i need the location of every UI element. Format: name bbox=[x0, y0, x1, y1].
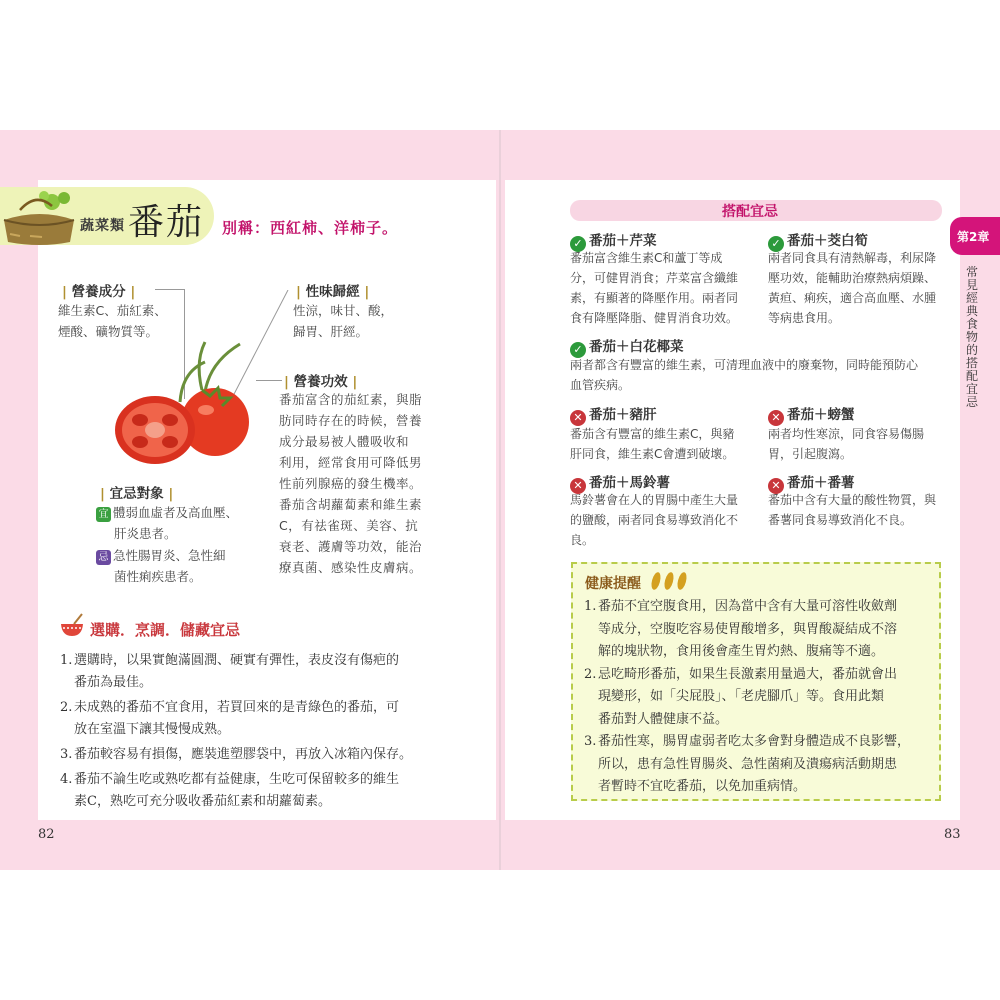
pairing-bad-sweet-potato-desc: 番茄中含有大量的酸性物質，與 番薯同食易導致消化不良。 bbox=[768, 493, 937, 527]
pairing-good-celery: ✓ 番茄＋芹菜 bbox=[570, 229, 657, 252]
pairing-good-celery-desc: 番茄富含維生素C和蘆丁等成 分，可健胃消食；芹菜富含纖維 素，有顯著的降壓作用。兩者同 食有降壓降脂、健胃消食功效。 bbox=[570, 251, 739, 325]
pot-plant-illustration bbox=[0, 190, 80, 246]
health-item: 2. 忌吃畸形番茄，如果生長激素用量過大，番茄就會出 現變形，如「尖屁股」、「老虎腳爪」等。食用此類 番茄對人體健康不益。 bbox=[584, 666, 898, 727]
buying-item: 1. 選購時，以果實飽滿圓潤、硬實有彈性，表皮沒有傷疤的 番茄為最佳。 bbox=[60, 653, 400, 690]
health-list bbox=[584, 596, 934, 799]
cross-icon: ✕ bbox=[768, 410, 784, 426]
buying-list bbox=[60, 650, 480, 813]
nature-text: 性涼，味甘、酸， 歸胃、肝經。 bbox=[293, 303, 394, 339]
category-label: 蔬菜類 bbox=[80, 218, 125, 234]
health-item: 3. 番茄性寒，腸胃虛弱者吃太多會對身體造成不良影響， 所以，患有急性胃腸炎、急性菌痢及潰瘍病活動期患 者暫時不宜吃番茄，以免加重病情。 bbox=[584, 734, 911, 794]
chapter-title-vertical: 常見經典食物的搭配宜忌 bbox=[966, 265, 979, 409]
cross-icon: ✕ bbox=[768, 478, 784, 494]
book-gutter bbox=[499, 130, 501, 870]
nature-heading: | 性味歸經 | bbox=[296, 284, 370, 300]
page-number-right: 83 bbox=[944, 827, 961, 842]
buying-item: 2. 未成熟的番茄不宜食用，若買回來的是青綠色的番茄，可 放在室溫下讓其慢慢成熟。 bbox=[60, 700, 400, 737]
alias-text: 別稱：西紅柿、洋柿子。 bbox=[222, 219, 399, 237]
avoid-people: 忌 急性腸胃炎、急性細 菌性痢疾患者。 bbox=[96, 545, 226, 587]
pairing-bad-sweet-potato: ✕ 番茄＋番薯 bbox=[768, 471, 855, 494]
buying-heading: 選購．烹調．儲藏宜忌 bbox=[90, 621, 241, 639]
benefits-leader-line bbox=[256, 380, 282, 381]
check-icon: ✓ bbox=[570, 236, 586, 252]
cross-icon: ✕ bbox=[570, 478, 586, 494]
buying-item: 4. 番茄不論生吃或熟吃都有益健康，生吃可保留較多的維生 素C，熟吃可充分吸收番茄紅素和胡蘿蔔素。 bbox=[60, 772, 400, 809]
pairing-good-water-bamboo: ✓ 番茄＋茭白筍 bbox=[768, 229, 868, 252]
targets-heading: | 宜忌對象 | bbox=[100, 486, 174, 502]
suitable-badge: 宜 bbox=[96, 507, 111, 522]
pairing-good-cauliflower: ✓ 番茄＋白花椰菜 bbox=[570, 335, 684, 358]
buying-item: 3. 番茄較容易有損傷，應裝進塑膠袋中，再放入冰箱內保存。 bbox=[60, 747, 413, 762]
avoid-badge: 忌 bbox=[96, 550, 111, 565]
health-heading: 健康提醒 bbox=[585, 576, 641, 592]
nutrients-heading: | 營養成分 | bbox=[62, 284, 136, 300]
grain-icon bbox=[648, 570, 690, 592]
check-icon: ✓ bbox=[570, 342, 586, 358]
pairing-bad-potato-desc: 馬鈴薯會在人的胃腸中產生大量 的鹽酸，兩者同食易導致消化不 良。 bbox=[570, 493, 739, 547]
page-number-left: 82 bbox=[38, 827, 55, 842]
benefits-heading: | 營養功效 | bbox=[284, 374, 358, 390]
page-title: 番茄 bbox=[128, 202, 205, 243]
tomato-illustration bbox=[110, 332, 260, 472]
cross-icon: ✕ bbox=[570, 410, 586, 426]
benefits-text: 番茄富含的茄紅素，與脂 肪同時存在的時候，營養 成分最易被人體吸收和 利用，經常食用可降低男 性前列腺癌的發生機率。 番茄含胡蘿蔔素和維生素 C，有祛雀斑、美容、抗 衰老、護膚等功效，能治 療真菌、感染性皮膚病。 bbox=[279, 392, 423, 575]
bowl-icon bbox=[58, 612, 86, 638]
pairing-bad-pork-liver: ✕ 番茄＋豬肝 bbox=[570, 403, 657, 426]
nutrients-text: 維生素C、茄紅素、 煙酸、礦物質等。 bbox=[58, 303, 167, 339]
chapter-label: 第2章 bbox=[957, 230, 990, 244]
suitable-people: 宜 體弱血虛者及高血壓、 肝炎患者。 bbox=[96, 502, 238, 544]
nutrients-leader-line bbox=[155, 289, 185, 290]
pairing-good-water-bamboo-desc: 兩者同食具有清熱解毒，利尿降 壓功效，能輔助治療熱病煩躁、 黃疸、痢疾，適合高血壓、水腫 等病患食用。 bbox=[768, 251, 937, 325]
pairing-good-cauliflower-desc: 兩者都含有豐富的維生素，可清理血液中的廢棄物，同時能預防心 血管疾病。 bbox=[570, 358, 919, 392]
pairing-bad-crab-desc: 兩者均性寒涼，同食容易傷腸 胃，引起腹瀉。 bbox=[768, 427, 925, 461]
health-item: 1. 番茄不宜空腹食用，因為當中含有大量可溶性收斂劑 等成分，空腹吃容易使胃酸增多，與胃酸凝結成不溶 解的塊狀物，食用後會產生胃灼熱、腹痛等不適。 bbox=[584, 599, 898, 659]
pairing-bad-potato: ✕ 番茄＋馬鈴薯 bbox=[570, 471, 670, 494]
pairing-bad-crab: ✕ 番茄＋螃蟹 bbox=[768, 403, 855, 426]
pairing-bad-pork-liver-desc: 番茄含有豐富的維生素C，與豬 肝同食，維生素C會遭到破壞。 bbox=[570, 427, 735, 461]
check-icon: ✓ bbox=[768, 236, 784, 252]
pairing-heading: 搭配宜忌 bbox=[722, 204, 778, 220]
